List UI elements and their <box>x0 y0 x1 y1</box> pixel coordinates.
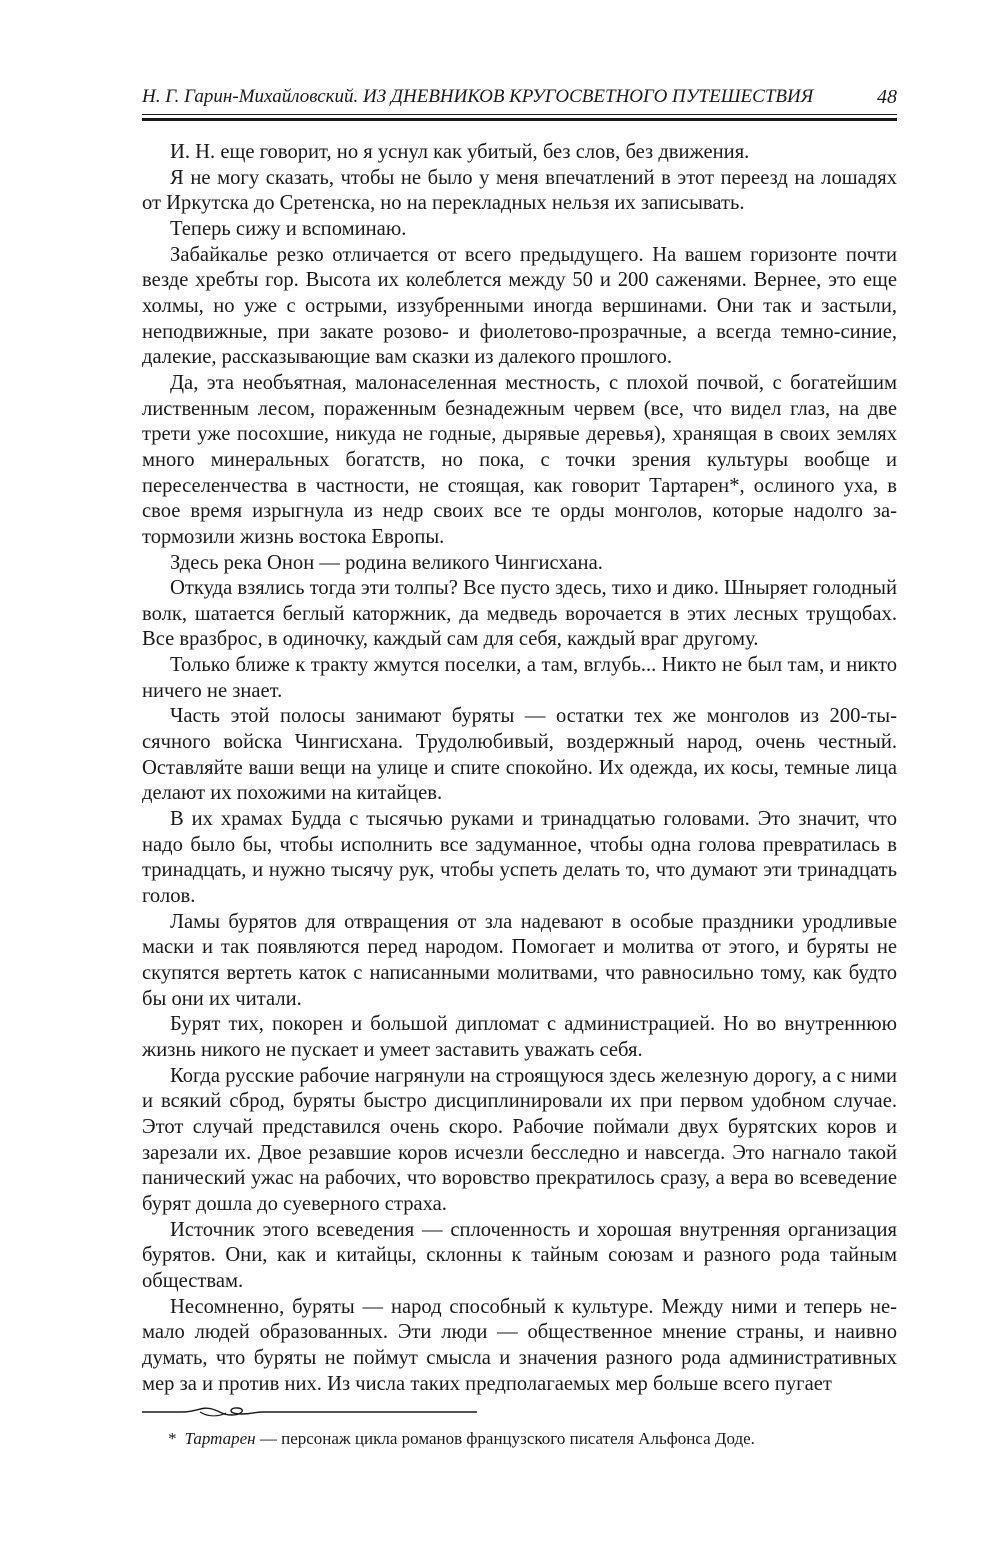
paragraph: Теперь сижу и вспоминаю. <box>170 217 407 240</box>
paragraph: Здесь река Онон — родина великого Чингисхана. <box>170 551 603 574</box>
paragraph: Откуда взялись тогда эти толпы? Все пусто здесь, тихо и дико. Шныряет голодный волк, шатается беглый каторжник, да медведь ворочается в этих лесных трущобах. Все вразброс, в одиночку, каждый сам для себя, каждый враг другому. <box>142 577 898 651</box>
footnote-ornament-rule <box>142 1405 477 1419</box>
paragraph: Источник этого всеведения — сплоченность и хорошая внутренняя организация бурятов. Они, как и китайцы, склонны к тайным союзам и разного рода тайным обществам. <box>142 1218 897 1292</box>
paragraph: Забайкалье резко отличается от всего предыдущего. На вашем горизонте почти везде хребты гор. Высота их колеблется между 50 и 200 саженями. Вернее, это еще холмы, но уже с острыми, иззубренными иногда вершинами. Они так и застыли, неподвижные, при закате розово- и фиолетово-прозрачные, а всегда темно-синие, далекие, рассказывающие вам сказки из далекого прошлого. <box>142 243 897 369</box>
paragraph: Я не могу сказать, чтобы не было у меня впечатлений в этот переезд на лошадях от Иркутска до Сретенска, но на перекладных нельзя их записывать. <box>142 166 897 215</box>
paragraph: Да, эта необъятная, малонаселенная местность, с плохой почвой, с богатейшим лиственным лесом, пораженным безнадежным червем (все, что видел глаз, на две трети уже посохшие, никуда не годные, дырявые деревья), хранящая в своих землях много минеральных богатств, но пока, с точки зрения культуры вообще и переселенчества в частности, не стоящая, как говорит Тартарен*, ослиного уха, в свое время изрыгнула из недр своих все те орды монголов, которые надолго затормозили жизнь востока Европы. <box>142 371 897 548</box>
paragraph: Бурят тих, покорен и большой дипломат с администрацией. Но во внутреннюю жизнь никого не пускает и умеет заставить уважать себя. <box>142 1013 897 1061</box>
footnote-mark: * <box>168 1429 177 1448</box>
header-rule-thick <box>142 118 897 121</box>
header-rule-thin <box>142 114 897 115</box>
paragraph: Несомненно, буряты — народ способный к культуре. Между ними и теперь немало людей образованных. Эти люди — общественное мнение страны, и наивно думать, что буряты не поймут смысла и значения разного рода административных мер за и против них. Из числа таких предполагаемых мер больше всего пугает <box>142 1295 897 1395</box>
paragraph: Ламы бурятов для отвращения от зла надевают в особые праздники уродливые маски и так появляются перед народом. Помогает и молитва от этого, и буряты не скупятся вертеть каток с написанными молитвами, что равносильно тому, как будто бы они их читали. <box>142 910 897 1010</box>
footnote-text: — персонаж цикла романов французского писателя Альфонса Доде. <box>255 1429 755 1448</box>
footnote-term: Тартарен <box>184 1429 256 1448</box>
page-number: 48 <box>877 86 897 108</box>
paragraph: В их храмах Будда с тысячью руками и тринадцатью головами. Это значит, что надо было бы, чтобы исполнить все задуманное, чтобы одна голова превратилась в тринадцать, и нужно тысячу рук, чтобы успеть делать то, что думают эти тринадцать голов. <box>142 808 897 908</box>
paragraph: Когда русские рабочие нагрянули на строящуюся здесь железную дорогу, а с ними и всякий сброд, буряты быстро дисциплинировали их при первом удобном случае. Этот случай представился очень скоро. Рабочие поймали двух бурятских коров и зарезали их. Двое резавшие коров исчезли бесследно и навсегда. Это нагнало такой панический ужас на рабочих, что воровство прекратилось сразу, а вера во всеведение бурят дошла до суеверного страха. <box>142 1064 897 1215</box>
running-header <box>142 86 897 112</box>
paragraph: Часть этой полосы занимают буряты — остатки тех же монголов из 200-тысячного войска Чингисхана. Трудолюбивый, воздержный народ, очень честный. Оставляйте ваши вещи на улице и спите спокойно. Их одежда, их косы, темные лица делают их похожими на китайцев. <box>142 705 897 805</box>
paragraph: Только ближе к тракту жмутся поселки, а там, вглубь... Никто не был там, и никто ничего не знает. <box>142 654 897 702</box>
paragraph: И. Н. еще говорит, но я уснул как убитый, без слов, без движения. <box>170 141 750 163</box>
main-text <box>142 140 897 1397</box>
footnote <box>168 1428 897 1450</box>
running-header-title: Н. Г. Гарин-Михайловский. ИЗ ДНЕВНИКОВ КРУГОСВЕТНОГО ПУТЕШЕСТВИЯ <box>142 86 814 107</box>
